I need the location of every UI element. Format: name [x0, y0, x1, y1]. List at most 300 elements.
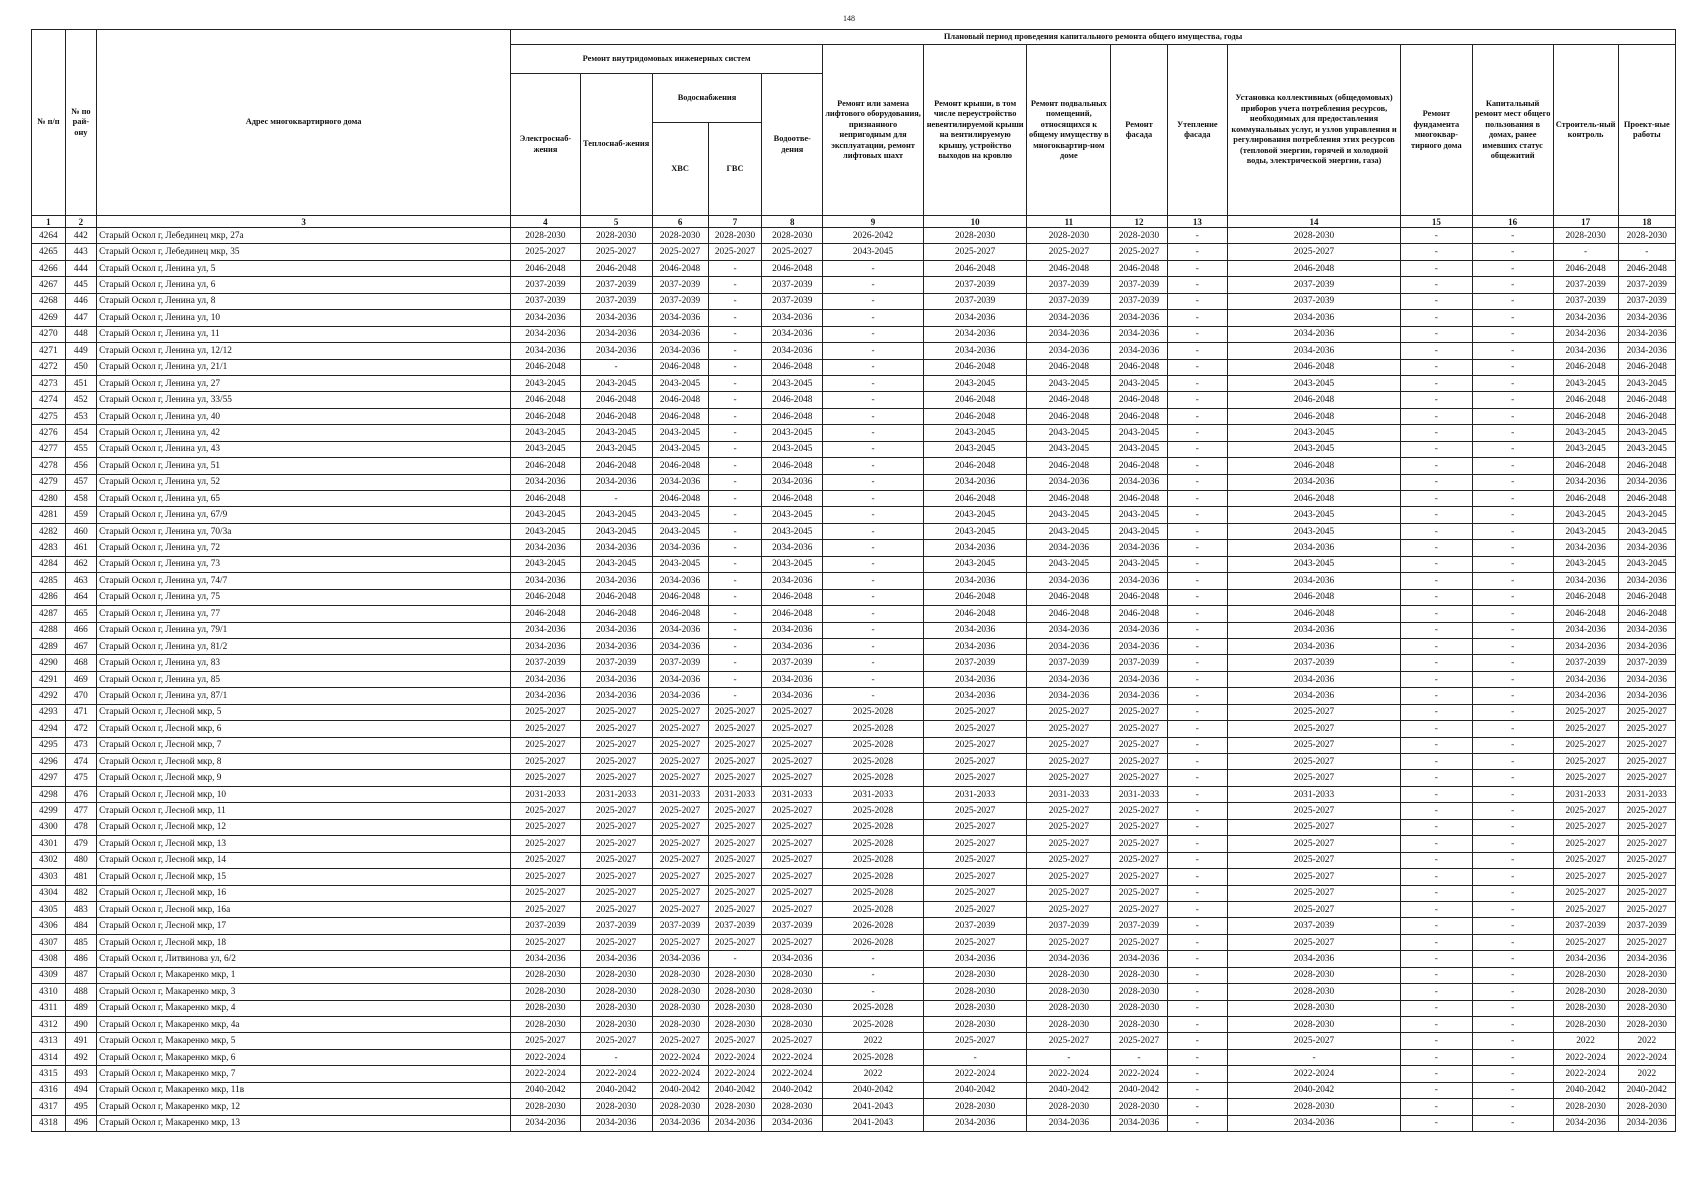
table-cell: 466: [65, 622, 96, 638]
table-cell: 2025-2027: [1228, 704, 1401, 720]
table-cell: 2025-2027: [924, 704, 1027, 720]
table-cell: -: [1400, 606, 1472, 622]
table-cell: 2043-2045: [1228, 556, 1401, 572]
table-cell: 2037-2039: [580, 655, 652, 671]
address-cell: Старый Оскол г, Макаренко мкр, 3: [97, 984, 511, 1000]
table-cell: -: [1472, 293, 1553, 309]
table-cell: 4288: [32, 622, 66, 638]
table-cell: -: [1400, 638, 1472, 654]
table-cell: 4300: [32, 819, 66, 835]
address-cell: Старый Оскол г, Лесной мкр, 16: [97, 885, 511, 901]
table-cell: 2028-2030: [1228, 1000, 1401, 1016]
table-cell: 2025-2027: [924, 901, 1027, 917]
table-cell: 491: [65, 1033, 96, 1049]
address-cell: Старый Оскол г, Лесной мкр, 18: [97, 934, 511, 950]
table-cell: -: [1167, 786, 1228, 802]
table-cell: 2046-2048: [924, 606, 1027, 622]
table-cell: 2037-2039: [924, 293, 1027, 309]
table-cell: 2028-2030: [762, 1017, 823, 1033]
table-row: [32, 392, 1676, 408]
table-cell: -: [1167, 589, 1228, 605]
table-row: [32, 491, 1676, 507]
table-cell: 2037-2039: [762, 293, 823, 309]
table-cell: 2040-2042: [1618, 1082, 1675, 1098]
table-cell: 2046-2048: [1553, 408, 1618, 424]
table-cell: 2037-2039: [1618, 918, 1675, 934]
table-cell: 2034-2036: [1027, 622, 1111, 638]
table-row: [32, 359, 1676, 375]
table-cell: 2025-2027: [511, 721, 581, 737]
table-cell: 2025-2027: [762, 819, 823, 835]
table-cell: -: [1472, 1033, 1553, 1049]
table-cell: 2034-2036: [1111, 638, 1167, 654]
table-cell: -: [1400, 836, 1472, 852]
table-cell: 2046-2048: [924, 392, 1027, 408]
table-cell: -: [823, 606, 924, 622]
table-cell: 2025-2027: [580, 836, 652, 852]
table-cell: -: [1472, 1049, 1553, 1065]
table-cell: 2043-2045: [1228, 375, 1401, 391]
table-cell: 2025-2027: [652, 819, 708, 835]
table-cell: -: [1472, 1099, 1553, 1115]
table-cell: 2043-2045: [762, 523, 823, 539]
column-number: 15: [1400, 216, 1472, 228]
table-cell: 2025-2027: [511, 754, 581, 770]
table-cell: 2046-2048: [652, 589, 708, 605]
table-cell: -: [1167, 1115, 1228, 1131]
table-cell: 2025-2027: [580, 852, 652, 868]
table-cell: 450: [65, 359, 96, 375]
table-cell: 2037-2039: [652, 277, 708, 293]
table-cell: 4306: [32, 918, 66, 934]
table-cell: 2022-2024: [1027, 1066, 1111, 1082]
table-cell: 2034-2036: [1027, 540, 1111, 556]
table-cell: 2025-2027: [762, 704, 823, 720]
table-cell: 2040-2042: [1111, 1082, 1167, 1098]
table-cell: -: [708, 343, 762, 359]
table-cell: 458: [65, 491, 96, 507]
table-cell: 2043-2045: [1111, 523, 1167, 539]
table-cell: -: [1167, 1000, 1228, 1016]
table-cell: 2034-2036: [1618, 671, 1675, 687]
table-cell: -: [1472, 737, 1553, 753]
table-cell: 2037-2039: [1228, 918, 1401, 934]
table-cell: -: [708, 458, 762, 474]
table-cell: 2037-2039: [1553, 277, 1618, 293]
table-cell: 2022-2024: [511, 1066, 581, 1082]
table-cell: 2034-2036: [511, 1115, 581, 1131]
column-number: 10: [924, 216, 1027, 228]
table-cell: 2028-2030: [511, 1017, 581, 1033]
address-cell: Старый Оскол г, Ленина ул, 11: [97, 326, 511, 342]
table-cell: -: [1472, 869, 1553, 885]
table-cell: 2025-2027: [580, 803, 652, 819]
table-cell: 2034-2036: [1111, 326, 1167, 342]
table-row: [32, 343, 1676, 359]
address-cell: Старый Оскол г, Макаренко мкр, 5: [97, 1033, 511, 1049]
address-cell: Старый Оскол г, Ленина ул, 33/55: [97, 392, 511, 408]
table-cell: 2046-2048: [652, 491, 708, 507]
table-cell: 2034-2036: [1111, 540, 1167, 556]
table-cell: 477: [65, 803, 96, 819]
table-cell: 2034-2036: [1027, 671, 1111, 687]
table-cell: -: [1472, 573, 1553, 589]
table-cell: 2022-2024: [1553, 1066, 1618, 1082]
table-cell: -: [823, 556, 924, 572]
table-cell: -: [1400, 491, 1472, 507]
table-cell: -: [1167, 1066, 1228, 1082]
address-cell: Старый Оскол г, Ленина ул, 74/7: [97, 573, 511, 589]
table-cell: 2043-2045: [1027, 375, 1111, 391]
table-cell: 2043-2045: [511, 441, 581, 457]
table-cell: -: [1400, 589, 1472, 605]
table-cell: 2043-2045: [1553, 523, 1618, 539]
table-cell: 455: [65, 441, 96, 457]
table-cell: 4268: [32, 293, 66, 309]
table-cell: -: [708, 951, 762, 967]
table-cell: 2025-2027: [924, 819, 1027, 835]
table-cell: 2025-2027: [1228, 737, 1401, 753]
table-cell: 2028-2030: [511, 984, 581, 1000]
table-cell: 4309: [32, 967, 66, 983]
table-cell: 2034-2036: [924, 951, 1027, 967]
table-cell: 467: [65, 638, 96, 654]
address-cell: Старый Оскол г, Лесной мкр, 5: [97, 704, 511, 720]
table-cell: 2025-2028: [823, 819, 924, 835]
table-cell: 2034-2036: [762, 671, 823, 687]
table-cell: -: [1167, 984, 1228, 1000]
table-cell: -: [1472, 803, 1553, 819]
table-cell: 2025-2027: [1618, 885, 1675, 901]
table-cell: 2028-2030: [652, 228, 708, 244]
table-cell: -: [1472, 606, 1553, 622]
table-cell: 2025-2027: [762, 737, 823, 753]
table-row: [32, 260, 1676, 276]
table-cell: 2025-2027: [1111, 754, 1167, 770]
table-cell: 2025-2027: [511, 244, 581, 260]
table-cell: -: [823, 984, 924, 1000]
table-cell: 4303: [32, 869, 66, 885]
table-cell: -: [823, 655, 924, 671]
table-cell: -: [1400, 1017, 1472, 1033]
table-cell: -: [1472, 967, 1553, 983]
table-cell: 2046-2048: [511, 260, 581, 276]
table-cell: 493: [65, 1066, 96, 1082]
table-cell: -: [823, 589, 924, 605]
table-cell: 474: [65, 754, 96, 770]
table-cell: 2043-2045: [762, 425, 823, 441]
table-cell: 2034-2036: [1553, 1115, 1618, 1131]
table-cell: 2034-2036: [580, 310, 652, 326]
table-cell: 2046-2048: [580, 408, 652, 424]
table-cell: 2034-2036: [1553, 951, 1618, 967]
table-cell: 2034-2036: [1553, 474, 1618, 490]
table-cell: 2034-2036: [1228, 310, 1401, 326]
table-cell: -: [1167, 1082, 1228, 1098]
table-cell: 494: [65, 1082, 96, 1098]
table-cell: 2028-2030: [708, 1017, 762, 1033]
header-num: № п/п: [32, 30, 66, 216]
table-cell: 2025-2027: [762, 836, 823, 852]
table-cell: 2043-2045: [511, 425, 581, 441]
table-cell: 2037-2039: [924, 918, 1027, 934]
table-cell: 2046-2048: [1111, 458, 1167, 474]
table-cell: 2028-2030: [1618, 1099, 1675, 1115]
header-gvs: ГВС: [708, 123, 762, 216]
table-cell: -: [1472, 786, 1553, 802]
table-cell: 2034-2036: [762, 1115, 823, 1131]
table-cell: 2031-2033: [580, 786, 652, 802]
column-number: 2: [65, 216, 96, 228]
table-cell: 2046-2048: [511, 606, 581, 622]
header-facade: Ремонт фасада: [1111, 45, 1167, 216]
table-cell: 2025-2027: [708, 737, 762, 753]
table-cell: 481: [65, 869, 96, 885]
table-cell: -: [1472, 754, 1553, 770]
table-cell: 2034-2036: [580, 671, 652, 687]
table-cell: 2034-2036: [580, 622, 652, 638]
table-cell: 2025-2027: [580, 901, 652, 917]
table-cell: 2034-2036: [762, 540, 823, 556]
table-row: [32, 704, 1676, 720]
table-cell: 2025-2027: [1228, 885, 1401, 901]
table-cell: 2028-2030: [1618, 967, 1675, 983]
table-cell: -: [1167, 573, 1228, 589]
table-cell: -: [1400, 1115, 1472, 1131]
table-cell: 2025-2027: [1228, 803, 1401, 819]
table-cell: 2028-2030: [652, 967, 708, 983]
table-cell: 2046-2048: [1228, 458, 1401, 474]
table-cell: 2025-2027: [1027, 704, 1111, 720]
table-cell: 445: [65, 277, 96, 293]
table-cell: 2025-2027: [762, 770, 823, 786]
table-cell: -: [1400, 967, 1472, 983]
header-roof: Ремонт крыши, в том числе переустройство невентилируемой крыши на вентилируемую крышу, устройство выходов на кровлю: [924, 45, 1027, 216]
table-cell: 2031-2033: [652, 786, 708, 802]
table-cell: 2043-2045: [652, 441, 708, 457]
table-cell: 2034-2036: [1027, 688, 1111, 704]
address-cell: Старый Оскол г, Ленина ул, 79/1: [97, 622, 511, 638]
table-cell: 2034-2036: [1228, 1115, 1401, 1131]
table-cell: 2043-2045: [762, 375, 823, 391]
table-row: [32, 1066, 1676, 1082]
table-cell: -: [708, 491, 762, 507]
table-cell: 2037-2039: [511, 918, 581, 934]
table-cell: -: [580, 359, 652, 375]
table-cell: -: [1472, 918, 1553, 934]
table-cell: -: [1472, 589, 1553, 605]
table-cell: 2034-2036: [1228, 622, 1401, 638]
table-cell: 2025-2027: [1553, 836, 1618, 852]
table-cell: 2022-2024: [1111, 1066, 1167, 1082]
table-cell: -: [823, 951, 924, 967]
table-cell: 2037-2039: [580, 918, 652, 934]
table-cell: 2037-2039: [1618, 655, 1675, 671]
table-cell: 463: [65, 573, 96, 589]
table-cell: -: [1400, 951, 1472, 967]
table-cell: 2037-2039: [1111, 655, 1167, 671]
table-cell: 2034-2036: [924, 540, 1027, 556]
table-cell: 2031-2033: [511, 786, 581, 802]
table-cell: -: [1400, 228, 1472, 244]
table-cell: 2037-2039: [1111, 918, 1167, 934]
address-cell: Старый Оскол г, Лесной мкр, 8: [97, 754, 511, 770]
table-cell: 2025-2027: [1553, 934, 1618, 950]
table-cell: 2025-2027: [652, 244, 708, 260]
table-cell: 2028-2030: [652, 1099, 708, 1115]
table-cell: 2031-2033: [708, 786, 762, 802]
table-cell: 2025-2027: [511, 836, 581, 852]
table-cell: 2034-2036: [511, 688, 581, 704]
table-cell: 2034-2036: [924, 474, 1027, 490]
table-cell: 2022-2024: [924, 1066, 1027, 1082]
table-cell: 2037-2039: [924, 655, 1027, 671]
table-cell: 2046-2048: [1618, 458, 1675, 474]
column-number: 5: [580, 216, 652, 228]
table-cell: 2034-2036: [762, 573, 823, 589]
table-cell: 4282: [32, 523, 66, 539]
table-cell: 2025-2027: [924, 754, 1027, 770]
table-cell: 2022-2024: [708, 1049, 762, 1065]
column-number: 11: [1027, 216, 1111, 228]
table-cell: 2028-2030: [1618, 228, 1675, 244]
table-cell: -: [1472, 326, 1553, 342]
table-cell: 2025-2027: [762, 754, 823, 770]
table-row: [32, 408, 1676, 424]
table-cell: -: [1472, 375, 1553, 391]
table-cell: 4274: [32, 392, 66, 408]
table-cell: -: [708, 392, 762, 408]
table-cell: -: [708, 260, 762, 276]
table-cell: 2034-2036: [1111, 343, 1167, 359]
table-cell: 487: [65, 967, 96, 983]
table-cell: 2028-2030: [1111, 1099, 1167, 1115]
table-cell: -: [1167, 359, 1228, 375]
table-cell: -: [1400, 573, 1472, 589]
table-cell: -: [1400, 540, 1472, 556]
table-cell: 2046-2048: [652, 408, 708, 424]
address-cell: Старый Оскол г, Лебединец мкр, 27а: [97, 228, 511, 244]
column-number: 14: [1228, 216, 1401, 228]
table-cell: 2037-2039: [1228, 277, 1401, 293]
address-cell: Старый Оскол г, Ленина ул, 81/2: [97, 638, 511, 654]
table-cell: 2025-2028: [823, 721, 924, 737]
table-cell: 4271: [32, 343, 66, 359]
table-cell: 2046-2048: [652, 606, 708, 622]
table-cell: 2046-2048: [762, 491, 823, 507]
table-cell: -: [1167, 737, 1228, 753]
table-cell: 2037-2039: [924, 277, 1027, 293]
table-cell: 2022-2024: [580, 1066, 652, 1082]
table-cell: 4316: [32, 1082, 66, 1098]
column-number: 3: [97, 216, 511, 228]
table-cell: 2025-2027: [762, 901, 823, 917]
table-cell: 2025-2027: [1618, 803, 1675, 819]
table-cell: 2046-2048: [924, 589, 1027, 605]
table-cell: 464: [65, 589, 96, 605]
table-cell: 2025-2027: [924, 803, 1027, 819]
table-cell: 468: [65, 655, 96, 671]
page-number: 148: [843, 14, 855, 23]
table-cell: -: [1167, 326, 1228, 342]
table-cell: 2025-2027: [580, 737, 652, 753]
table-cell: 2046-2048: [762, 260, 823, 276]
table-cell: 2034-2036: [580, 951, 652, 967]
table-cell: 2034-2036: [1553, 343, 1618, 359]
table-cell: -: [1167, 869, 1228, 885]
table-cell: 2046-2048: [580, 589, 652, 605]
table-cell: 2025-2027: [580, 819, 652, 835]
table-cell: 2040-2042: [511, 1082, 581, 1098]
table-cell: -: [708, 326, 762, 342]
table-cell: 2028-2030: [580, 228, 652, 244]
table-cell: 2034-2036: [511, 622, 581, 638]
table-cell: 2025-2027: [924, 770, 1027, 786]
table-cell: 2034-2036: [1553, 622, 1618, 638]
table-cell: -: [1400, 244, 1472, 260]
address-cell: Старый Оскол г, Ленина ул, 12/12: [97, 343, 511, 359]
table-cell: -: [1472, 638, 1553, 654]
table-cell: 2046-2048: [1553, 392, 1618, 408]
table-cell: 4283: [32, 540, 66, 556]
table-cell: -: [1400, 786, 1472, 802]
table-cell: 2028-2030: [762, 984, 823, 1000]
table-cell: -: [1472, 359, 1553, 375]
table-cell: 453: [65, 408, 96, 424]
table-cell: -: [1167, 638, 1228, 654]
table-cell: 460: [65, 523, 96, 539]
address-cell: Старый Оскол г, Макаренко мкр, 12: [97, 1099, 511, 1115]
address-cell: Старый Оскол г, Лесной мкр, 10: [97, 786, 511, 802]
table-cell: 2037-2039: [652, 293, 708, 309]
table-cell: 2037-2039: [762, 655, 823, 671]
table-row: [32, 786, 1676, 802]
column-numbers-row: [32, 216, 1676, 228]
address-cell: Старый Оскол г, Ленина ул, 43: [97, 441, 511, 457]
table-cell: 2025-2027: [580, 885, 652, 901]
table-cell: 2025-2027: [1111, 244, 1167, 260]
table-cell: 2037-2039: [1618, 293, 1675, 309]
table-cell: -: [1400, 507, 1472, 523]
table-cell: 2043-2045: [924, 556, 1027, 572]
table-cell: -: [1167, 408, 1228, 424]
table-cell: 4276: [32, 425, 66, 441]
table-cell: -: [1400, 1099, 1472, 1115]
table-cell: 2046-2048: [1111, 491, 1167, 507]
table-cell: 2046-2048: [1553, 458, 1618, 474]
table-cell: 2034-2036: [924, 326, 1027, 342]
table-cell: 2025-2027: [652, 934, 708, 950]
header-planned-period: Плановый период проведения капитального ремонта общего имущества, годы: [511, 30, 1676, 45]
table-cell: 496: [65, 1115, 96, 1131]
table-cell: 469: [65, 671, 96, 687]
table-cell: 452: [65, 392, 96, 408]
table-cell: 2034-2036: [511, 474, 581, 490]
table-cell: 2025-2027: [924, 852, 1027, 868]
table-cell: -: [823, 441, 924, 457]
table-cell: 2037-2039: [1228, 655, 1401, 671]
table-cell: 2034-2036: [1228, 573, 1401, 589]
table-cell: 451: [65, 375, 96, 391]
table-cell: -: [708, 310, 762, 326]
table-cell: 2025-2027: [1228, 852, 1401, 868]
table-cell: 2043-2045: [580, 523, 652, 539]
table-cell: 2028-2030: [924, 1000, 1027, 1016]
address-cell: Старый Оскол г, Ленина ул, 51: [97, 458, 511, 474]
column-number: 8: [762, 216, 823, 228]
table-cell: 2043-2045: [1111, 375, 1167, 391]
table-cell: 2034-2036: [652, 573, 708, 589]
